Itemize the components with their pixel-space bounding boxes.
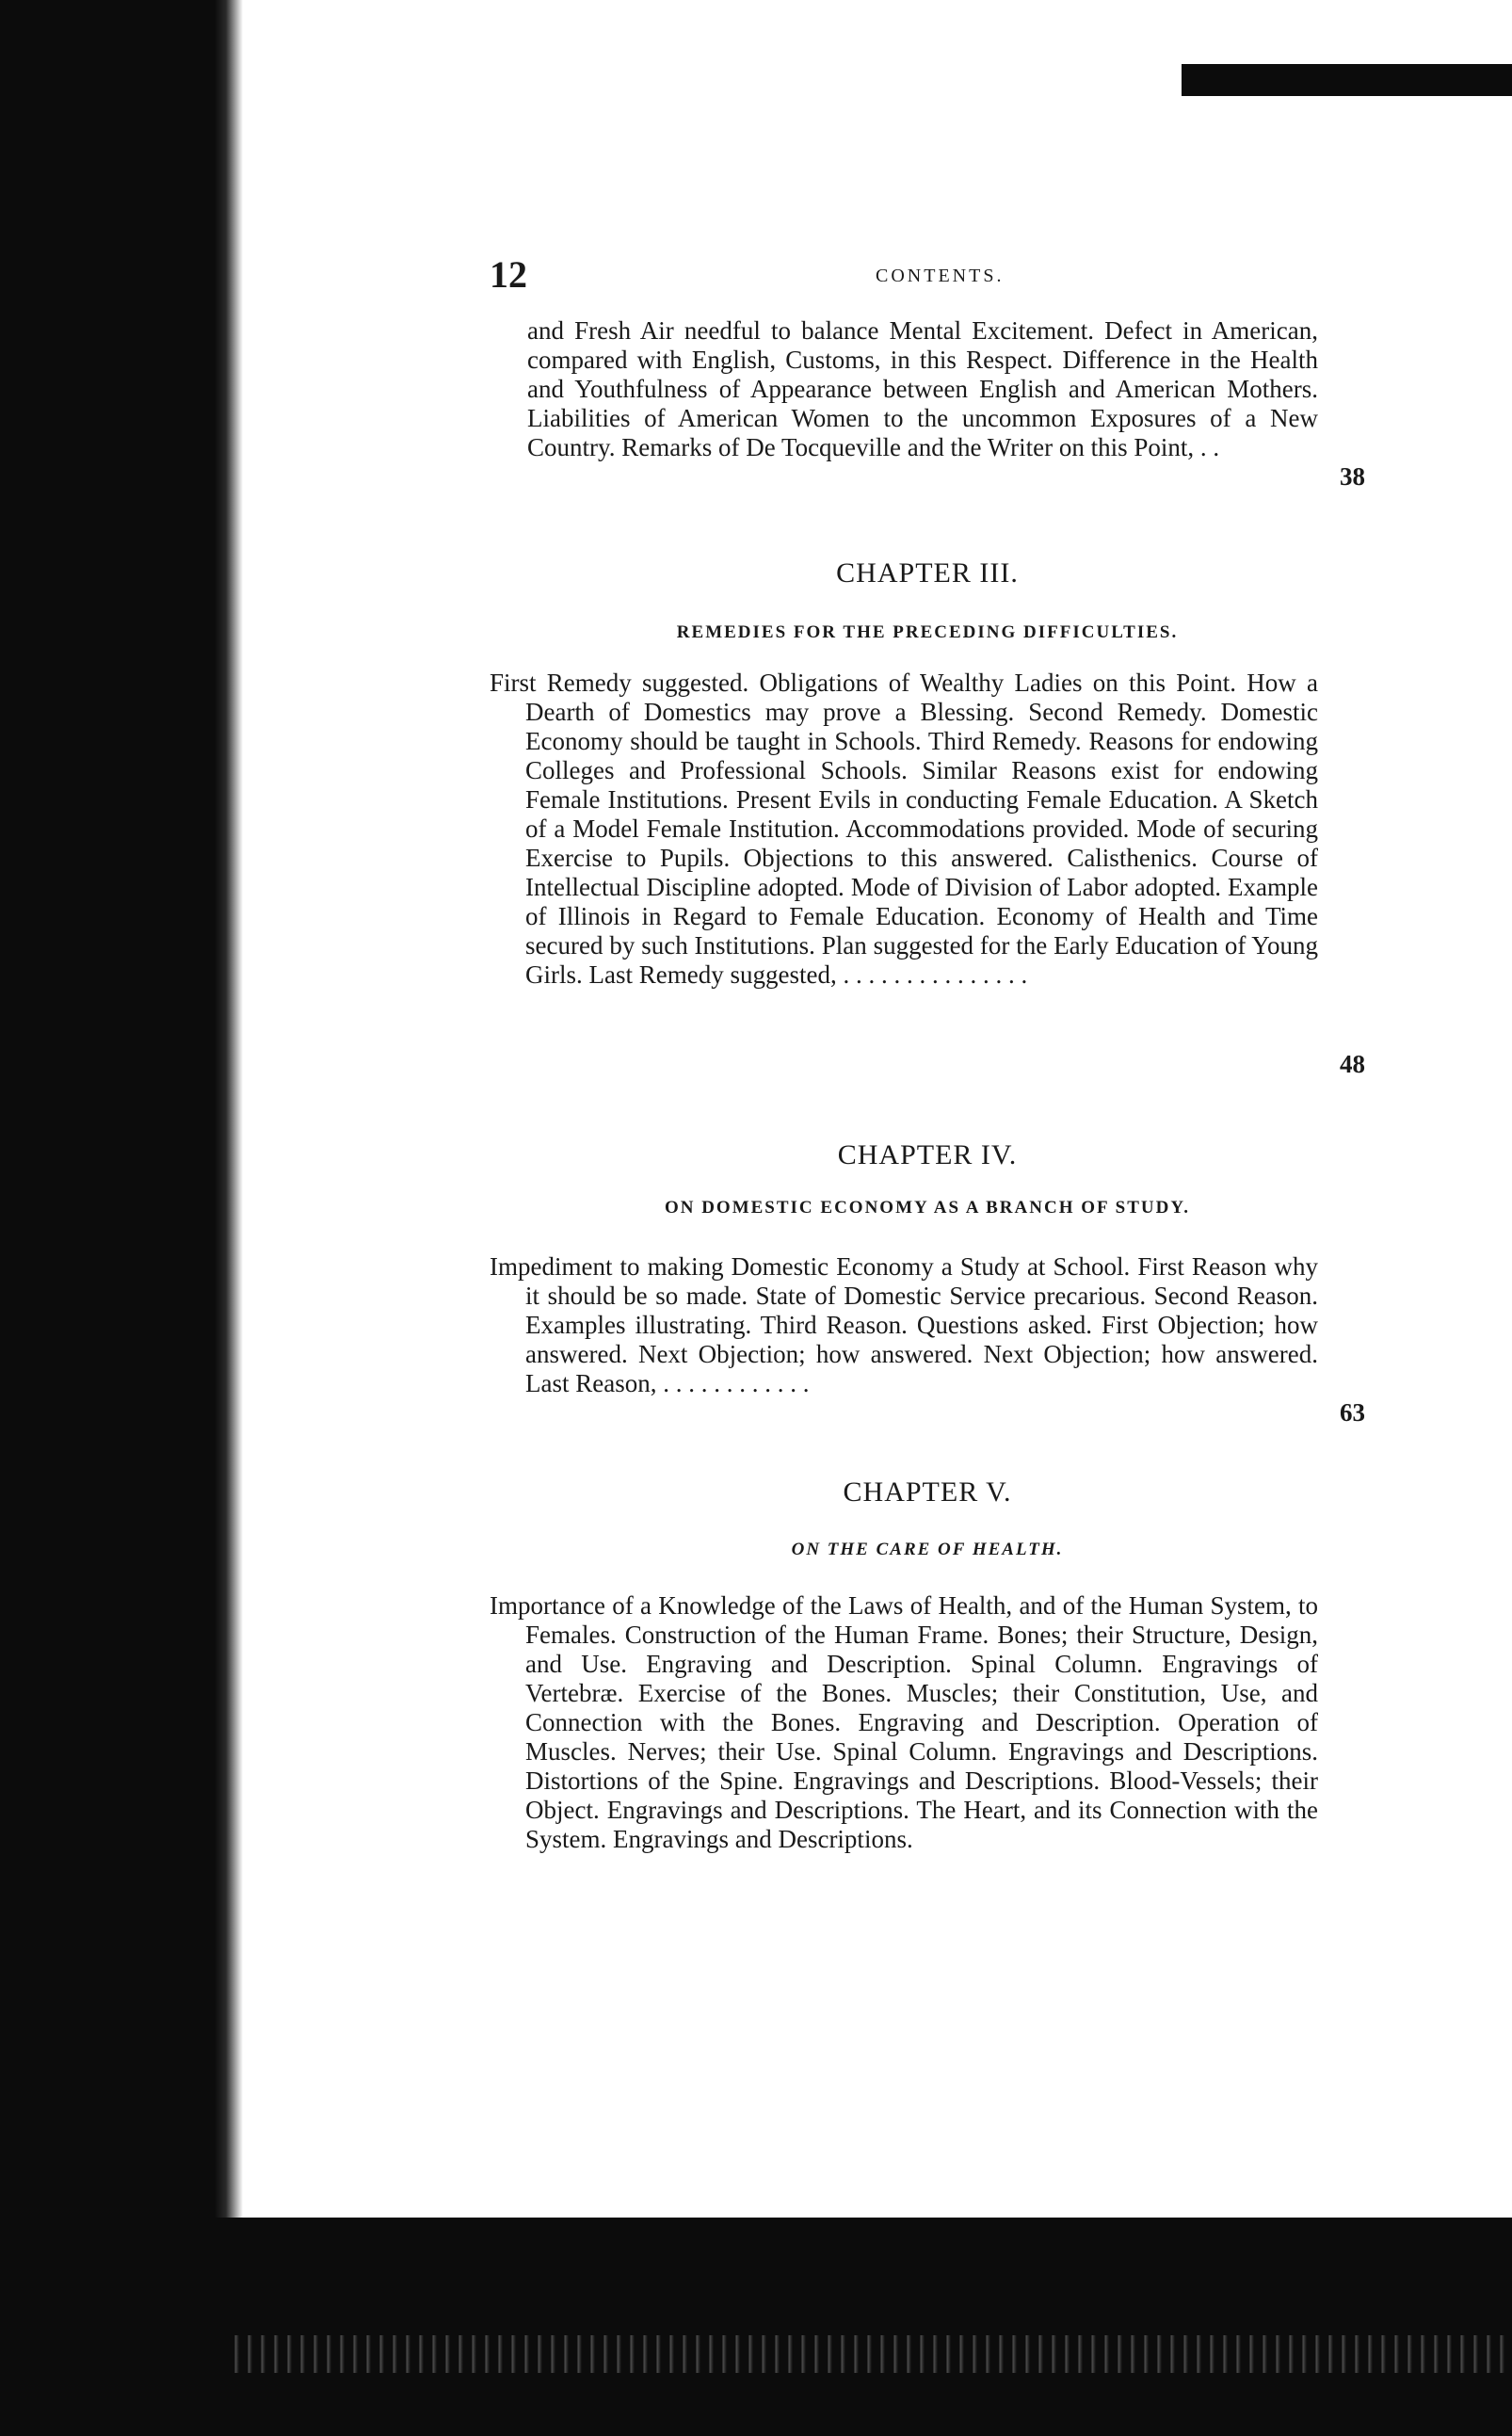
book-page [490,235,1365,2213]
entry-text: and Fresh Air needful to balance Mental Excitement. Defect in American, compared with English, Customs, in this Respect. Difference in the Health and Youthfulness of Appearance between English and American Mothers. Liabilities of American Women to the uncommon Exposures of a New Country. Remarks of De Tocqueville and the Writer on this Point, . . [527,316,1318,461]
scan-border-left-edge [215,0,243,2436]
chapter-title: CHAPTER V. [843,1476,1012,1508]
chapter-subtitle: ON THE CARE OF HEALTH. [791,1540,1064,1559]
page-header [490,252,1365,299]
chapter-subtitle: REMEDIES FOR THE PRECEDING DIFFICULTIES. [676,622,1179,642]
scan-noise-bottom [226,2335,1512,2373]
scan-border-bottom [0,2218,1512,2436]
continuation-entry [490,316,1365,491]
entry-page-number: 63 [1340,1398,1365,1427]
chapter-entry [490,1252,1365,1427]
chapter-title: CHAPTER III. [836,557,1019,589]
running-head: CONTENTS. [876,266,1005,286]
page-number: 12 [490,253,527,296]
entry-page-number: 38 [1340,462,1365,491]
chapter-title: CHAPTER IV. [837,1139,1018,1170]
entry-text: Importance of a Knowledge of the Laws of Health, and of the Human System, to Females. Construction of the Human Frame. Bones; their Structure, Design, and Use. Engraving and Description. Spinal Column. Engravings of Vertebræ. Exercise of the Bones. Muscles; their Constitution, Use, and Connection with the Bones. Engraving and Description. Operation of Muscles. Nerves; their Use. Spinal Column. Engravings and Descriptions. Distortions of the Spine. Engravings and Descriptions. Blood-Vessels; their Object. Engravings and Descriptions. The Heart, and its Connection with the System. Engravings and Descriptions. [490,1591,1318,1853]
scan-border-left [0,0,224,2436]
scan-border-top [1182,64,1512,96]
chapter-entry [490,1591,1365,1854]
entry-page-number: 48 [1340,1050,1365,1078]
chapter-entry [490,669,1365,1078]
chapter-subtitle: ON DOMESTIC ECONOMY AS A BRANCH OF STUDY. [664,1198,1191,1218]
entry-text: Impediment to making Domestic Economy a Study at School. First Reason why it should be so made. State of Domestic Service precarious. Second Reason. Examples illustrating. Third Reason. Questions asked. First Objection; how answered. Next Objection; how answered. Next Objection; how answered. Last Reason, . . . . . . . . . . . . [490,1252,1318,1397]
entry-text: First Remedy suggested. Obligations of Wealthy Ladies on this Point. How a Dearth of Domestics may prove a Blessing. Second Remedy. Domestic Economy should be taught in Schools. Third Remedy. Reasons for endowing Colleges and Professional Schools. Similar Reasons exist for endowing Female Institutions. Present Evils in conducting Female Education. A Sketch of a Model Female Institution. Accommodations provided. Mode of securing Exercise to Pupils. Objections to this answered. Calisthenics. Course of Intellectual Discipline adopted. Mode of Division of Labor adopted. Example of Illinois in Regard to Female Education. Economy of Health and Time secured by such Institutions. Plan suggested for the Early Education of Young Girls. Last Remedy suggested, . . . . . . . . . . . . . . . [490,669,1318,989]
